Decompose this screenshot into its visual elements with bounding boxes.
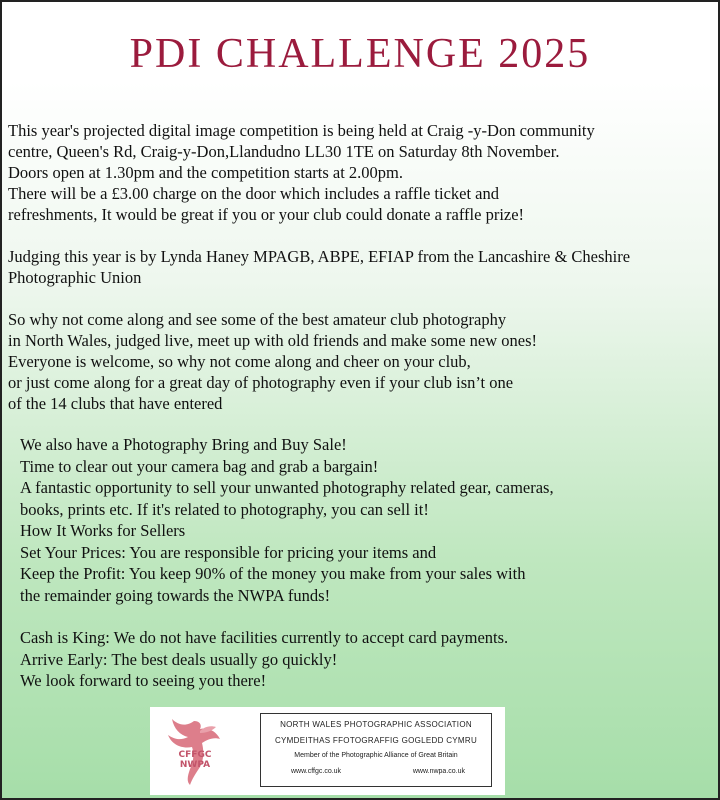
text-line: of the 14 clubs that have entered bbox=[8, 394, 223, 413]
text-line: centre, Queen's Rd, Craig-y-Don,Llandudno LL30 1TE on Saturday 8th November. bbox=[8, 142, 560, 161]
nwpa-dragon-logo-icon bbox=[164, 713, 226, 789]
text-line: There will be a £3.00 charge on the door which includes a raffle ticket and bbox=[8, 184, 500, 203]
org-name-welsh: CYMDEITHAS FFOTOGRAFFIG GOGLEDD CYMRU bbox=[274, 736, 478, 745]
text-line: Judging this year is by Lynda Haney MPAGB, ABPE, EFIAP from the Lancashire & Cheshire bbox=[8, 247, 631, 266]
website-nwpa: www.nwpa.co.uk bbox=[412, 768, 465, 775]
text-line: So why not come along and see some of the best amateur club photography bbox=[8, 310, 507, 329]
text-line: Doors open at 1.30pm and the competition starts at 2.00pm. bbox=[8, 163, 404, 182]
text-line: We also have a Photography Bring and Buy Sale! bbox=[20, 435, 347, 454]
sale-paragraph-details bbox=[20, 434, 710, 606]
logo-mark-text-cffgc: CFFGC bbox=[178, 750, 212, 760]
text-line: Arrive Early: The best deals usually go quickly! bbox=[20, 649, 338, 669]
sale-paragraph-notes bbox=[20, 627, 710, 692]
website-cffgc: www.cffgc.co.uk bbox=[291, 768, 342, 775]
intro-paragraph-venue bbox=[8, 120, 708, 225]
membership-text: Member of the Photographic Alliance of Great Britain bbox=[294, 752, 458, 759]
text-line: or just come along for a great day of photography even if your club isn’t one bbox=[8, 373, 514, 392]
intro-section bbox=[8, 120, 708, 435]
text-line: the remainder going towards the NWPA funds! bbox=[20, 585, 331, 605]
org-name-english: NORTH WALES PHOTOGRAPHIC ASSOCIATION bbox=[280, 720, 472, 729]
bring-and-buy-section bbox=[20, 434, 710, 713]
text-line: Time to clear out your camera bag and grab a bargain! bbox=[20, 456, 379, 476]
text-line: refreshments, It would be great if you or your club could donate a raffle prize! bbox=[8, 205, 525, 224]
text-line: Everyone is welcome, so why not come along and cheer on your club, bbox=[8, 352, 471, 371]
text-line: books, prints etc. If it's related to photography, you can sell it! bbox=[20, 499, 429, 519]
text-line: We look forward to seeing you there! bbox=[20, 671, 267, 690]
text-line: Photographic Union bbox=[8, 268, 142, 287]
text-line: in North Wales, judged live, meet up with old friends and make some new ones! bbox=[8, 331, 537, 350]
text-line: How It Works for Sellers bbox=[20, 521, 186, 540]
intro-paragraph-invite bbox=[8, 309, 708, 414]
text-line: Keep the Profit: You keep 90% of the money you make from your sales with bbox=[20, 564, 526, 583]
text-line: A fantastic opportunity to sell your unwanted photography related gear, cameras, bbox=[20, 478, 554, 497]
nwpa-logo-card bbox=[150, 707, 505, 795]
logo-mark-text-nwpa: NWPA bbox=[179, 760, 211, 770]
intro-paragraph-judge bbox=[8, 246, 708, 288]
text-line: This year's projected digital image competition is being held at Craig -y-Don community bbox=[8, 121, 595, 140]
text-line: Cash is King: We do not have facilities currently to accept card payments. bbox=[20, 628, 509, 647]
logo-text-box bbox=[260, 713, 492, 787]
page-title: PDI CHALLENGE 2025 bbox=[129, 31, 591, 77]
text-line: Set Your Prices: You are responsible for pricing your items and bbox=[20, 542, 437, 562]
